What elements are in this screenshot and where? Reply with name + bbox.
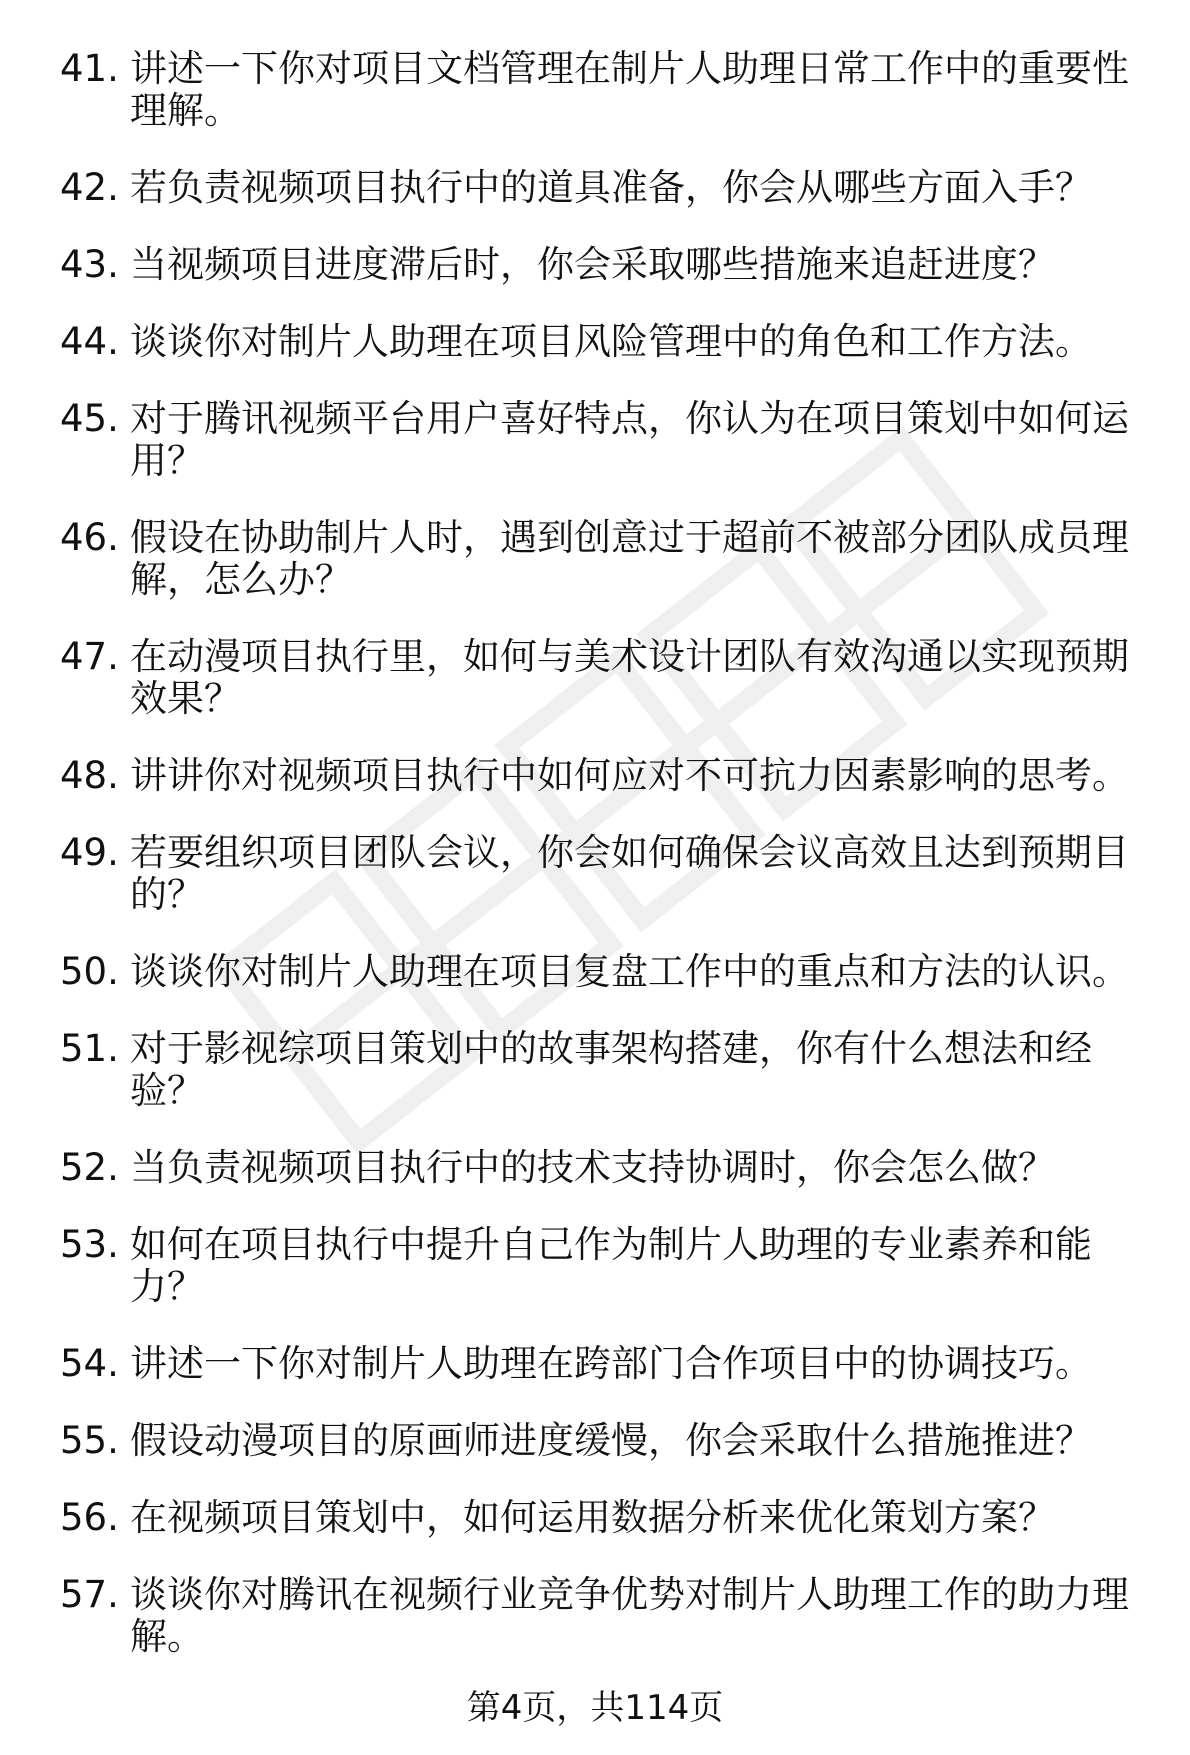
question-number: 54.: [60, 1342, 119, 1385]
question-number: 48.: [60, 754, 119, 797]
question-text: 若负责视频项目执行中的道具准备，你会从哪些方面入手？: [130, 166, 1092, 209]
question-text: 谈谈你对腾讯在视频行业竞争优势对制片人助理工作的助力理解。: [130, 1573, 1129, 1658]
question-number: 49.: [60, 831, 119, 874]
question-text: 讲述一下你对制片人助理在跨部门合作项目中的协调技巧。: [130, 1342, 1092, 1385]
list-item: [60, 517, 1150, 601]
list-item: [60, 832, 1150, 916]
question-number: 56.: [60, 1496, 119, 1539]
question-text: 当负责视频项目执行中的技术支持协调时，你会怎么做？: [130, 1146, 1055, 1189]
question-text: 对于腾讯视频平台用户喜好特点，你认为在项目策划中如何运用？: [130, 397, 1129, 482]
list-item: [60, 1574, 1150, 1658]
question-text: 讲述一下你对项目文档管理在制片人助理日常工作中的重要性理解。: [130, 47, 1129, 132]
page-footer: 第4页，共114页: [466, 1688, 724, 1728]
question-number: 55.: [60, 1419, 119, 1462]
list-item: [60, 244, 1150, 286]
question-number: 53.: [60, 1223, 119, 1266]
question-number: 51.: [60, 1027, 119, 1070]
question-text: 在视频项目策划中，如何运用数据分析来优化策划方案？: [130, 1496, 1055, 1539]
list-item: [60, 1420, 1150, 1462]
list-item: [60, 1147, 1150, 1189]
question-number: 47.: [60, 635, 119, 678]
question-text: 在动漫项目执行里，如何与美术设计团队有效沟通以实现预期效果？: [130, 635, 1129, 720]
list-item: [60, 755, 1150, 797]
list-item: [60, 321, 1150, 363]
list-item: [60, 636, 1150, 720]
question-text: 当视频项目进度滞后时，你会采取哪些措施来追赶进度？: [130, 243, 1055, 286]
question-number: 57.: [60, 1573, 119, 1616]
question-text: 谈谈你对制片人助理在项目风险管理中的角色和工作方法。: [130, 320, 1092, 363]
question-text: 若要组织项目团队会议，你会如何确保会议高效且达到预期目的？: [130, 831, 1129, 916]
list-item: [60, 1343, 1150, 1385]
list-item: [60, 1497, 1150, 1539]
list-item: [60, 1224, 1150, 1308]
question-list: [60, 48, 1150, 1693]
question-number: 46.: [60, 516, 119, 559]
question-text: 对于影视综项目策划中的故事架构搭建，你有什么想法和经验？: [130, 1027, 1092, 1112]
list-item: [60, 48, 1150, 132]
question-text: 讲讲你对视频项目执行中如何应对不可抗力因素影响的思考。: [130, 754, 1129, 797]
question-text: 假设在协助制片人时，遇到创意过于超前不被部分团队成员理解，怎么办？: [130, 516, 1129, 601]
question-number: 45.: [60, 397, 119, 440]
list-item: [60, 951, 1150, 993]
question-number: 42.: [60, 166, 119, 209]
question-number: 50.: [60, 950, 119, 993]
question-number: 52.: [60, 1146, 119, 1189]
question-number: 44.: [60, 320, 119, 363]
list-item: [60, 398, 1150, 482]
list-item: [60, 1028, 1150, 1112]
question-text: 假设动漫项目的原画师进度缓慢，你会采取什么措施推进？: [130, 1419, 1092, 1462]
question-text: 如何在项目执行中提升自己作为制片人助理的专业素养和能力？: [130, 1223, 1092, 1308]
question-number: 43.: [60, 243, 119, 286]
list-item: [60, 167, 1150, 209]
question-text: 谈谈你对制片人助理在项目复盘工作中的重点和方法的认识。: [130, 950, 1129, 993]
question-number: 41.: [60, 47, 119, 90]
